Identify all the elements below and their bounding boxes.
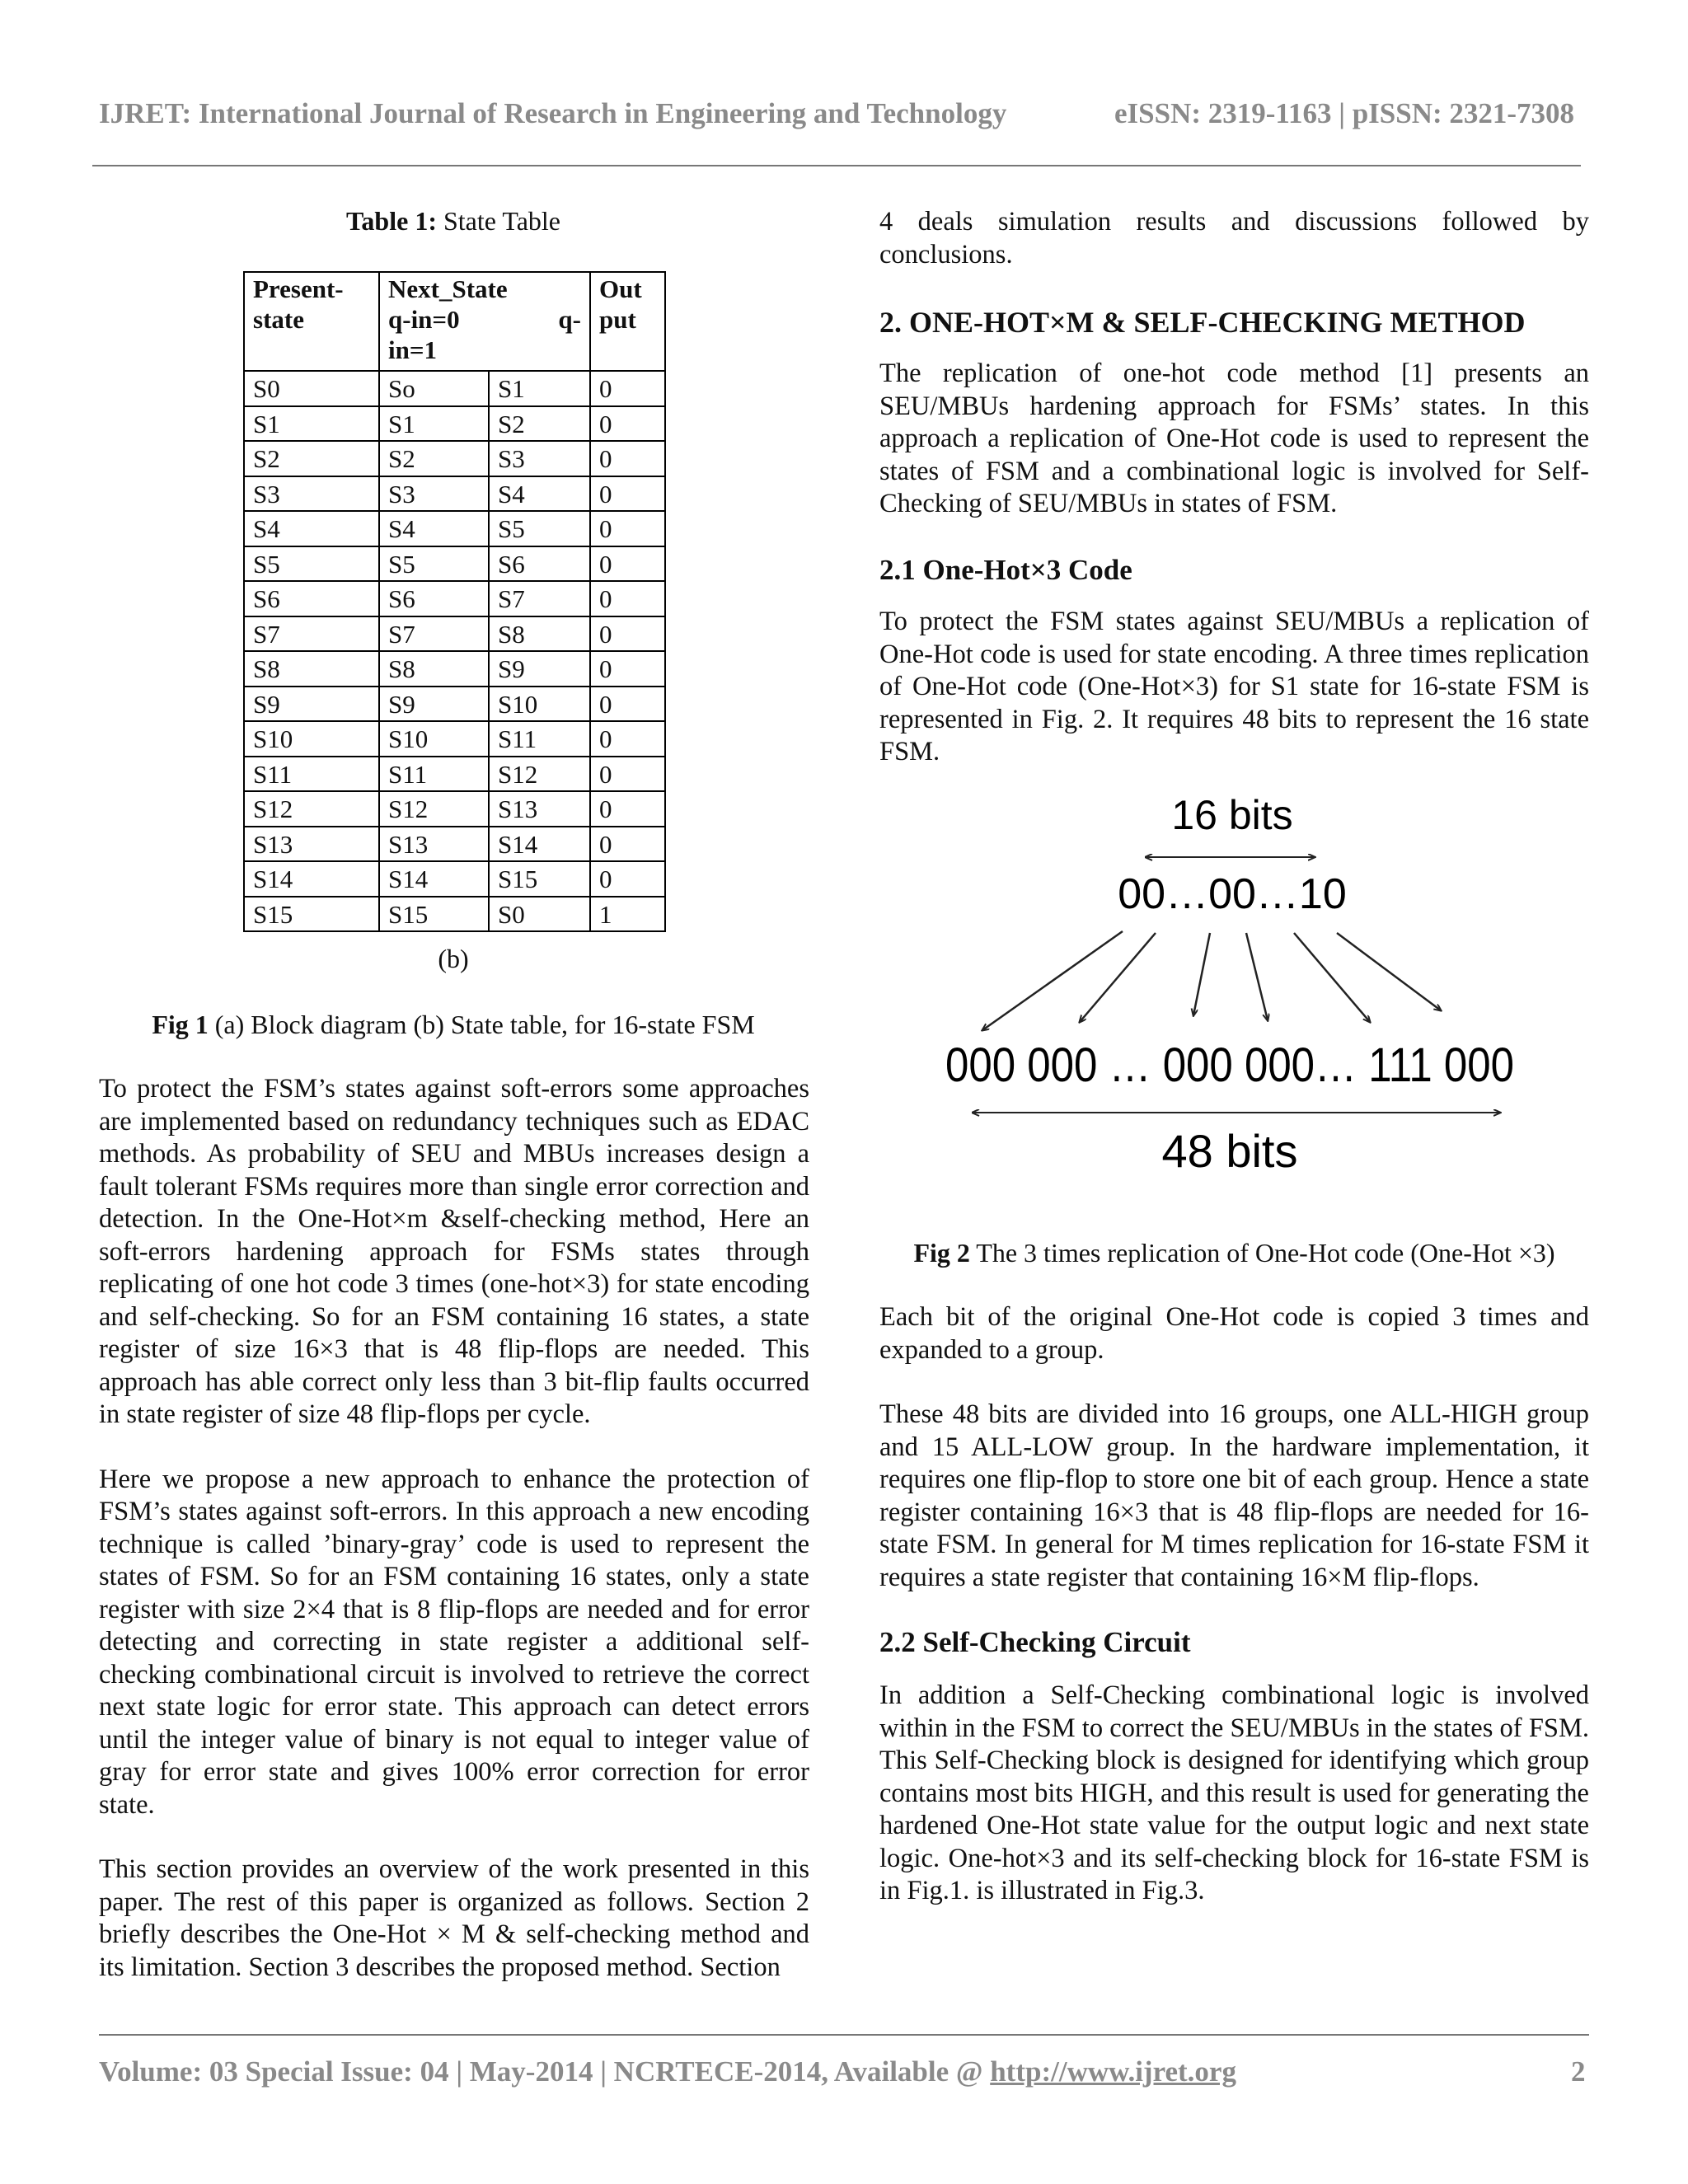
table-row (244, 616, 665, 652)
output-cell: 0 (590, 441, 665, 476)
next-state-q0-cell: S3 (379, 476, 489, 512)
output-cell: 0 (590, 791, 665, 827)
next-state-q0-cell: S10 (379, 721, 489, 757)
fig2-arrow (982, 931, 1123, 1030)
present-state-cell: S12 (244, 791, 379, 827)
table-row (244, 757, 665, 792)
next-state-q0-cell: S8 (379, 651, 489, 687)
right-paragraph-2: These 48 bits are divided into 16 groups, one ALL-HIGH group and 15 ALL-LOW group. In the hardware implementation, it requires one flip-flop to store one bit of each group. Hence a state register containing 16×3 that is 48 flip-flops are needed for 16-state FSM. In general for M times replication for 16-state FSM it requires a state register that containing 16×M flip-flops. (879, 1399, 1589, 1592)
output-cell: 0 (590, 371, 665, 406)
page-number: 2 (1571, 2055, 1586, 2088)
next-state-q0-cell: S15 (379, 897, 489, 932)
next-state-q0-cell: S13 (379, 827, 489, 862)
fig1-caption-text: (a) Block diagram (b) State table, for 16-state FSM (208, 1010, 755, 1039)
fig2-diagram (907, 791, 1566, 1187)
left-paragraph-3: This section provides an overview of the work presented in this paper. The rest of this paper is organized as follows. Section 2 briefly describes the One-Hot × M & self-checking method and its limitation. Section 3 describes the proposed method. Section (99, 1854, 809, 1982)
footer-info (99, 2055, 1236, 2088)
present-state-cell: S6 (244, 581, 379, 616)
next-state-q1-cell: S9 (489, 651, 590, 687)
section21-heading: 2.1 One-Hot×3 Code (879, 554, 1132, 586)
fig2-arrow (1337, 933, 1441, 1010)
fig1-caption (0, 1010, 907, 1040)
output-cell: 0 (590, 757, 665, 792)
next-state-q0-cell: S2 (379, 441, 489, 476)
section21-body (879, 606, 1589, 769)
output-cell: 0 (590, 406, 665, 442)
next-state-q1-cell: S5 (489, 511, 590, 546)
present-state-cell: S3 (244, 476, 379, 512)
next-state-q1-cell: S11 (489, 721, 590, 757)
journal-title: IJRET: International Journal of Research in Engineering and Technology (99, 97, 1007, 129)
fig2-arrow (1246, 933, 1268, 1020)
next-state-q0-cell: S7 (379, 616, 489, 652)
next-state-q1-cell: S0 (489, 897, 590, 932)
next-state-q0-cell: S11 (379, 757, 489, 792)
left-paragraph-1: To protect the FSM’s states against soft-errors some approaches are implemented based on redundancy techniques such as EDAC methods. As probability of SEU and MBUs increases design a fault tolerant FSMs requires more than single error correction and detection. In the One-Hot×m &self-checking method, Here an soft-errors hardening approach for FSMs states through replicating of one hot code 3 times (one-hot×3) for state encoding and self-checking. So for an FSM containing 16 states, a state register of size 16×3 that is 48 flip-flops are needed. This approach has able correct only less than 3 bit-flip faults occurred in state register of size 48 flip-flops per cycle. (99, 1074, 809, 1429)
table-row (244, 581, 665, 616)
next-state-q1-cell: S3 (489, 441, 590, 476)
section2-body (879, 358, 1589, 521)
fig2-top-label: 16 bits (1171, 792, 1293, 838)
output-cell: 0 (590, 687, 665, 722)
footer-volume: Volume: 03 Special Issue: 04 | May-2014 | NCRTECE-2014, Available @ (99, 2055, 991, 2088)
fig2-caption (879, 1238, 1589, 1268)
present-state-cell: S14 (244, 861, 379, 897)
footer-rule (99, 2034, 1589, 2036)
fig2-bottom-label: 48 bits (1161, 1125, 1298, 1177)
fig2-arrow (1080, 933, 1156, 1022)
table-row (244, 687, 665, 722)
header-qin1: q- (558, 305, 581, 334)
fig1-caption-label: Fig 1 (152, 1010, 209, 1039)
next-state-q0-cell: So (379, 371, 489, 406)
output-cell: 0 (590, 581, 665, 616)
table-row (244, 406, 665, 442)
section22-paragraph: In addition a Self-Checking combinational logic is involved within in the FSM to correct the SEU/MBUs in the states of FSM. This Self-Checking block is designed for identifying which group contains most bits HIGH, and this result is used for generating the hardened One-Hot state value for the output logic and next state logic. One-hot×3 and its self-checking block for 16-state FSM is in Fig.1. is illustrated in Fig.3. (879, 1680, 1589, 1905)
right-intro-paragraph: 4 deals simulation results and discussions followed by conclusions. (879, 207, 1589, 269)
present-state-cell: S0 (244, 371, 379, 406)
table-row (244, 441, 665, 476)
next-state-q1-cell: S2 (489, 406, 590, 442)
table-row (244, 371, 665, 406)
next-state-q1-cell: S4 (489, 476, 590, 512)
left-paragraph-2: Here we propose a new approach to enhance the protection of FSM’s states against soft-errors. In this approach a new encoding technique is called ’binary-gray’ code is used to represent the states of FSM. So for an FSM containing 16 states, only a state register with size 2×4 that is 8 flip-flops are needed and for error detecting and correcting in state register a additional self-checking combinational circuit is involved to retrieve the correct next state logic for error state. This approach can detect errors until the integer value of binary is not equal to integer value of gray for error state and gives 100% error correction for error state. (99, 1464, 809, 1820)
section22-heading: 2.2 Self-Checking Circuit (879, 1626, 1191, 1658)
output-cell: 0 (590, 476, 665, 512)
fig2-caption-label: Fig 2 (913, 1238, 970, 1268)
fig2-top-code: 00…00…10 (1118, 870, 1347, 918)
header-output: Out put (590, 272, 665, 371)
present-state-cell: S13 (244, 827, 379, 862)
present-state-cell: S2 (244, 441, 379, 476)
table-row (244, 546, 665, 582)
table-sub-label: (b) (438, 944, 469, 973)
fig2-caption-text: The 3 times replication of One-Hot code (One-Hot ×3) (969, 1238, 1555, 1268)
output-cell: 0 (590, 616, 665, 652)
header-qin0: q-in=0 (388, 305, 460, 334)
next-state-q1-cell: S6 (489, 546, 590, 582)
next-state-q1-cell: S8 (489, 616, 590, 652)
present-state-cell: S5 (244, 546, 379, 582)
table1-caption-label: Table 1: (346, 206, 437, 236)
output-cell: 1 (590, 897, 665, 932)
next-state-q0-cell: S12 (379, 791, 489, 827)
fig2-bottom-code: 000 000 … 000 000… 111 000 (945, 1038, 1514, 1092)
output-cell: 0 (590, 721, 665, 757)
header-qin1-cont: in=1 (388, 335, 438, 364)
header-next-state: Next_State q-in=0 q- in=1 (379, 272, 590, 371)
next-state-q1-cell: S1 (489, 371, 590, 406)
next-state-q1-cell: S10 (489, 687, 590, 722)
section22-body (879, 1680, 1589, 1908)
next-state-q0-cell: S4 (379, 511, 489, 546)
header-present-state: Present- state (244, 272, 379, 371)
next-state-q0-cell: S6 (379, 581, 489, 616)
next-state-q1-cell: S14 (489, 827, 590, 862)
output-cell: 0 (590, 827, 665, 862)
next-state-q0-cell: S9 (379, 687, 489, 722)
next-state-q0-cell: S1 (379, 406, 489, 442)
table1-caption-text: State Table (436, 206, 560, 236)
table1-caption (0, 206, 907, 237)
left-body (99, 1073, 809, 1984)
issn-info: eISSN: 2319-1163 | pISSN: 2321-7308 (1114, 97, 1575, 129)
present-state-cell: S9 (244, 687, 379, 722)
present-state-cell: S10 (244, 721, 379, 757)
table-row (244, 861, 665, 897)
next-state-q1-cell: S12 (489, 757, 590, 792)
present-state-cell: S1 (244, 406, 379, 442)
section2-heading: 2. ONE-HOT×M & SELF-CHECKING METHOD (879, 306, 1526, 339)
next-state-q1-cell: S7 (489, 581, 590, 616)
next-state-q0-cell: S5 (379, 546, 489, 582)
present-state-cell: S7 (244, 616, 379, 652)
output-cell: 0 (590, 546, 665, 582)
present-state-cell: S8 (244, 651, 379, 687)
table-row (244, 791, 665, 827)
right-paragraph-1: Each bit of the original One-Hot code is copied 3 times and expanded to a group. (879, 1302, 1589, 1365)
present-state-cell: S15 (244, 897, 379, 932)
right-body (879, 1301, 1589, 1594)
table-row (244, 827, 665, 862)
right-intro (879, 206, 1589, 271)
table-row (244, 476, 665, 512)
table-row (244, 511, 665, 546)
present-state-cell: S4 (244, 511, 379, 546)
table-row (244, 651, 665, 687)
table-row (244, 897, 665, 932)
fig2-arrow (1193, 933, 1210, 1015)
output-cell: 0 (590, 511, 665, 546)
output-cell: 0 (590, 651, 665, 687)
fig2-arrow (1294, 933, 1370, 1022)
next-state-q1-cell: S15 (489, 861, 590, 897)
journal-link[interactable]: http://www.ijret.org (990, 2055, 1236, 2088)
section2-paragraph: The replication of one-hot code method [1] presents an SEU/MBUs hardening approach for FSMs’ states. In this approach a replication of One-Hot code is used to represent the states of FSM and a combinational logic is involved for Self-Checking of SEU/MBUs in states of FSM. (879, 359, 1589, 518)
table-row (244, 721, 665, 757)
state-table (243, 271, 666, 932)
section21-paragraph: To protect the FSM states against SEU/MBUs a replication of One-Hot code is used for state encoding. A three times replication of One-Hot code (One-Hot×3) for S1 state for 16-state FSM is represented in Fig. 2. It requires 48 bits to represent the 16 state FSM. (879, 607, 1589, 766)
next-state-q0-cell: S14 (379, 861, 489, 897)
next-state-q1-cell: S13 (489, 791, 590, 827)
header-rule (92, 165, 1581, 166)
output-cell: 0 (590, 861, 665, 897)
present-state-cell: S11 (244, 757, 379, 792)
